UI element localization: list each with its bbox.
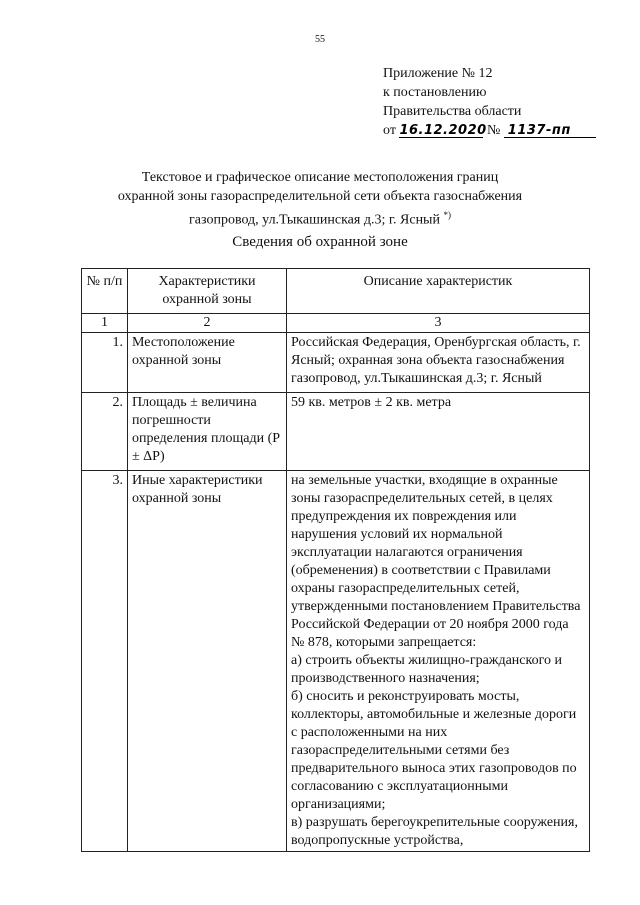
zone-info-table <box>81 268 590 852</box>
column-number-2: 2 <box>128 314 287 333</box>
appendix-date-line <box>383 121 623 140</box>
row-description-cell <box>287 471 590 852</box>
appendix-from-label: от <box>383 123 396 138</box>
header-characteristic: Характеристики охранной зоны <box>128 269 287 314</box>
appendix-date: 16.12.2020 <box>399 123 487 138</box>
header-number: № п/п <box>82 269 128 314</box>
title-line-3: газопровод, ул.Тыкашинская д.3; г. Ясный <box>189 212 440 228</box>
appendix-block <box>383 64 623 140</box>
row-number: 2. <box>82 393 128 471</box>
row-description: на земельные участки, входящие в охранные зоны газораспределительных сетей, в целях предупреждения их повреждения или нарушения условий их нормальной эксплуатации налагаются ограничения (обременения) в соответствии с Правилами охраны газораспределительных сетей, утвержденными постановлением Правительства Российской Федерации от 20 ноября 2000 года № 878, которыми запрещается: <box>291 473 581 650</box>
row-characteristic: Местоположение охранной зоны <box>128 333 287 393</box>
restriction-item-b: б) сносить и реконструировать мосты, коллекторы, автомобильные и железные дороги с расположенными на них газораспределительными сетями без предварительного выноса этих газопроводов по согласованию с эксплуатационными организациями; <box>291 689 577 812</box>
column-number-row <box>82 314 590 333</box>
header-description: Описание характеристик <box>287 269 590 314</box>
document-title <box>40 168 600 230</box>
row-number: 3. <box>82 471 128 852</box>
title-line-3-wrap <box>40 206 600 230</box>
title-line-1: Текстовое и графическое описание местоположения границ <box>141 170 499 185</box>
appendix-line-2: к постановлению <box>383 85 487 100</box>
restriction-item-c: в) разрушать берегоукрепительные сооружения, водопропускные устройства, <box>291 815 578 848</box>
row-description: 59 кв. метров ± 2 кв. метра <box>287 393 590 471</box>
row-characteristic: Площадь ± величина погрешности определения площади (P ± ΔP) <box>128 393 287 471</box>
row-description: Российская Федерация, Оренбургская область, г. Ясный; охранная зона объекта газоснабжения газопровод, ул.Тыкашинская д.3; г. Ясный <box>287 333 590 393</box>
appendix-line-3: Правительства области <box>383 104 522 119</box>
appendix-number-sign: № <box>486 123 501 138</box>
footnote-mark: *) <box>443 210 451 220</box>
title-line-2: охранной зоны газораспределительной сети объекта газоснабжения <box>117 189 523 204</box>
restriction-item-a: а) строить объекты жилищно-гражданского и производственного назначения; <box>291 653 562 686</box>
row-number: 1. <box>82 333 128 393</box>
row-characteristic: Иные характеристики охранной зоны <box>128 471 287 852</box>
column-number-1: 1 <box>82 314 128 333</box>
appendix-number: 1137-пп <box>504 121 596 140</box>
table-row <box>82 393 590 471</box>
section-title: Сведения об охранной зоне <box>232 234 408 250</box>
table-row <box>82 333 590 393</box>
page-number: 55 <box>315 34 325 45</box>
table-header-row <box>82 269 590 314</box>
column-number-3: 3 <box>287 314 590 333</box>
appendix-line-1: Приложение № 12 <box>383 66 493 81</box>
table-row <box>82 471 590 852</box>
